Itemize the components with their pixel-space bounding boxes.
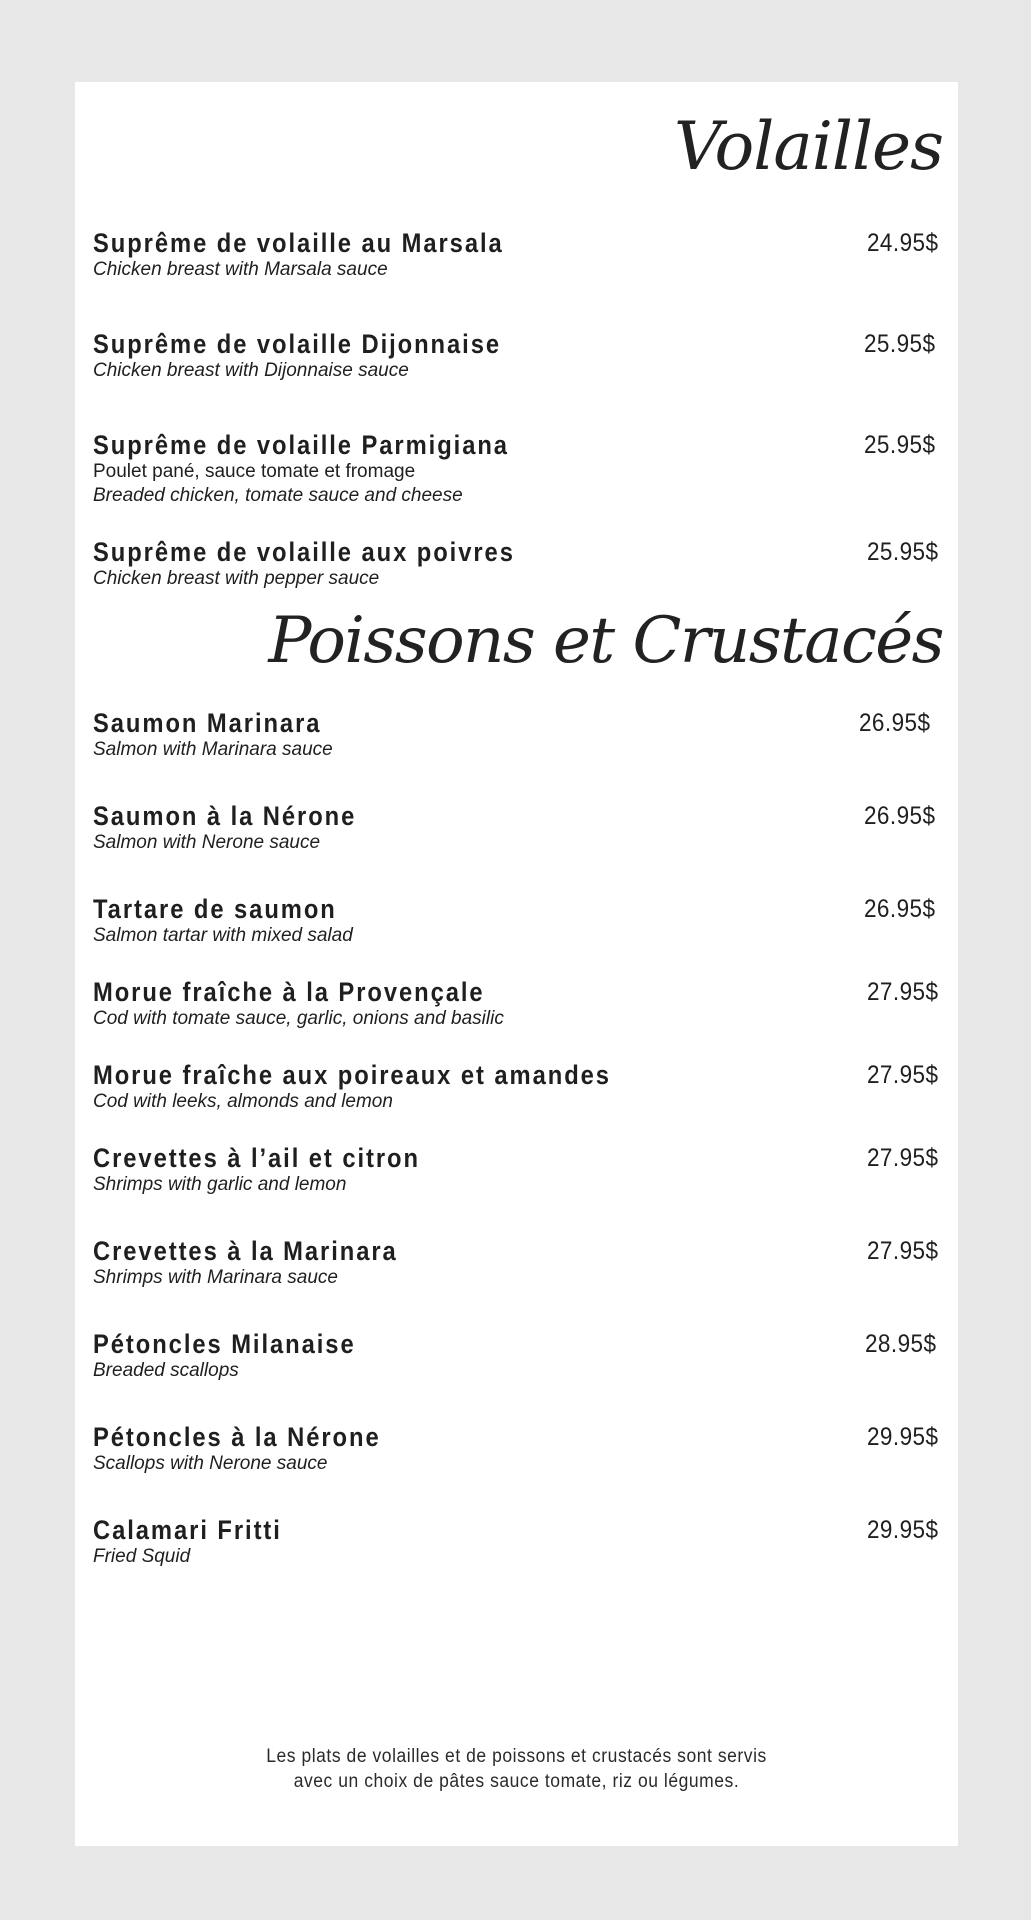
item-name: Suprême de volaille aux poivres bbox=[93, 537, 515, 567]
menu-item bbox=[93, 894, 938, 948]
menu-item bbox=[93, 329, 938, 383]
item-description-en: Breaded scallops bbox=[93, 1360, 239, 1381]
item-name: Morue fraîche aux poireaux et amandes bbox=[93, 1060, 611, 1090]
menu-item bbox=[93, 708, 938, 762]
item-price: 27.95$ bbox=[866, 1144, 938, 1172]
menu-section-volailles bbox=[93, 228, 938, 591]
item-price: 25.95$ bbox=[866, 538, 938, 566]
item-price: 26.95$ bbox=[863, 802, 935, 830]
item-price: 27.95$ bbox=[866, 1237, 938, 1265]
item-price: 28.95$ bbox=[864, 1330, 936, 1358]
item-name: Suprême de volaille au Marsala bbox=[93, 228, 504, 258]
menu-item bbox=[93, 1422, 938, 1476]
menu-item bbox=[93, 977, 938, 1031]
menu-item bbox=[93, 430, 938, 508]
menu-item bbox=[93, 1515, 938, 1569]
item-description-en: Scallops with Nerone sauce bbox=[93, 1453, 328, 1474]
menu-item bbox=[93, 537, 938, 591]
item-price: 27.95$ bbox=[866, 978, 938, 1006]
footer-note-line-2: avec un choix de pâtes sauce tomate, riz ou légumes. bbox=[293, 1771, 740, 1792]
item-description-en: Chicken breast with pepper sauce bbox=[93, 568, 380, 589]
menu-item bbox=[93, 1329, 938, 1383]
item-name: Tartare de saumon bbox=[93, 894, 337, 924]
menu-item bbox=[93, 1236, 938, 1290]
item-description-en: Shrimps with Marinara sauce bbox=[93, 1267, 338, 1288]
item-price: 26.95$ bbox=[858, 709, 930, 737]
footer-note bbox=[75, 1744, 958, 1794]
item-description-en: Fried Squid bbox=[93, 1546, 191, 1567]
item-description-en: Chicken breast with Dijonnaise sauce bbox=[93, 360, 409, 381]
item-name: Crevettes à l’ail et citron bbox=[93, 1143, 420, 1173]
menu-item bbox=[93, 1143, 938, 1197]
item-name: Pétoncles à la Nérone bbox=[93, 1422, 381, 1452]
menu-item bbox=[93, 1060, 938, 1114]
footer-note-line-1: Les plats de volailles et de poissons et crustacés sont servis bbox=[266, 1746, 767, 1767]
item-name: Calamari Fritti bbox=[93, 1515, 282, 1545]
item-name: Crevettes à la Marinara bbox=[93, 1236, 398, 1266]
item-description-en: Shrimps with garlic and lemon bbox=[93, 1174, 347, 1195]
item-name: Saumon à la Nérone bbox=[93, 801, 357, 831]
item-price: 24.95$ bbox=[866, 229, 938, 257]
item-name: Pétoncles Milanaise bbox=[93, 1329, 356, 1359]
menu-item bbox=[93, 228, 938, 282]
item-description-fr: Poulet pané, sauce tomate et fromage bbox=[93, 461, 416, 482]
item-name: Suprême de volaille Dijonnaise bbox=[93, 329, 502, 359]
section-title-poissons-crustaces: Poissons et Crustacés bbox=[268, 604, 943, 678]
item-description-en: Salmon with Nerone sauce bbox=[93, 832, 321, 853]
item-price: 25.95$ bbox=[863, 431, 935, 459]
item-price: 27.95$ bbox=[866, 1061, 938, 1089]
item-description-en: Breaded chicken, tomate sauce and cheese bbox=[93, 485, 463, 506]
item-description-en: Cod with leeks, almonds and lemon bbox=[93, 1091, 393, 1112]
item-price: 29.95$ bbox=[866, 1516, 938, 1544]
item-description-en: Cod with tomate sauce, garlic, onions and basilic bbox=[93, 1008, 504, 1029]
item-description-en: Chicken breast with Marsala sauce bbox=[93, 259, 388, 280]
section-title-volailles: Volailles bbox=[673, 108, 943, 185]
item-name: Morue fraîche à la Provençale bbox=[93, 977, 485, 1007]
item-description-en: Salmon with Marinara sauce bbox=[93, 739, 333, 760]
item-price: 26.95$ bbox=[863, 895, 935, 923]
menu-item bbox=[93, 801, 938, 855]
item-name: Suprême de volaille Parmigiana bbox=[93, 430, 509, 460]
item-description-en: Salmon tartar with mixed salad bbox=[93, 925, 353, 946]
menu-section-poissons-crustaces bbox=[93, 708, 938, 1569]
item-name: Saumon Marinara bbox=[93, 708, 322, 738]
item-price: 25.95$ bbox=[863, 330, 935, 358]
menu-page bbox=[75, 82, 958, 1846]
item-price: 29.95$ bbox=[866, 1423, 938, 1451]
